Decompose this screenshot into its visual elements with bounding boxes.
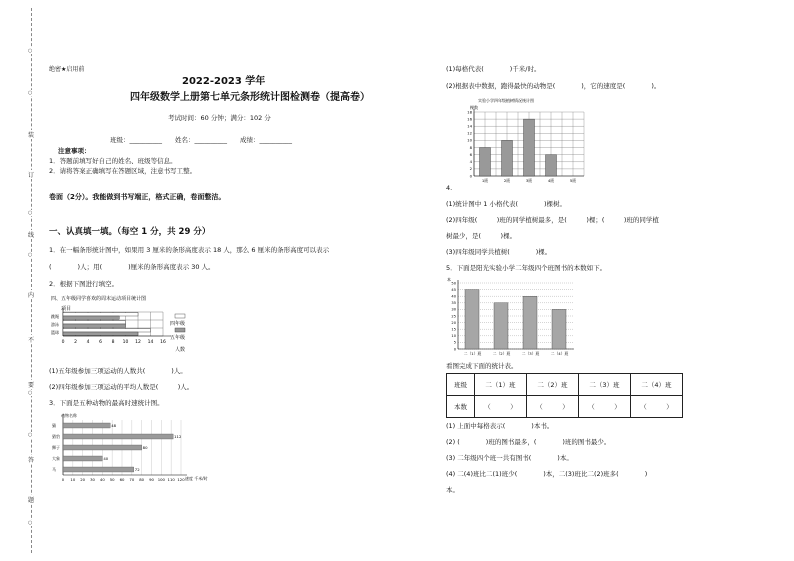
animal-tick-label: 60 [119, 477, 125, 482]
sports-category-label: 游泳 [51, 322, 59, 327]
sports-legend [170, 314, 185, 341]
q5-part2: (2) ( )班的图书最多，( )班的图书最少。 [446, 438, 611, 446]
legend-swatch-grade5 [175, 328, 185, 332]
sports-bar [63, 313, 138, 316]
q1-line-a: 1．在一幅条形统计图中，如果用 3 厘米的条形高度表示 18 人，那么 6 厘米的条形高度可以表示 [49, 246, 330, 254]
tree-category-label: 1班 [481, 178, 489, 183]
binding-char: 不 [24, 335, 38, 344]
q5-part4b: 本。 [446, 486, 459, 494]
animal-tick-label: 40 [99, 477, 105, 482]
tree-bar [480, 148, 491, 176]
q3-part2: (2)根据表中数据，跑得最快的动物是( )，它的速度是( )。 [446, 82, 661, 90]
books-category-label: 二（3）班 [521, 351, 540, 356]
tree-tick-label: 18 [467, 109, 472, 115]
books-category-label: 二（1）班 [463, 351, 482, 356]
answer-cell[interactable]: （ ） [631, 396, 683, 418]
animal-data-label: 48 [111, 423, 117, 429]
sports-category-label: 篮球 [51, 330, 59, 335]
books-tick-label: 50 [451, 281, 456, 286]
sports-x-label: 人数 [175, 347, 186, 353]
table-cell: 二（4）班 [631, 374, 683, 396]
tree-tick-label: 2 [469, 166, 472, 172]
animal-tick-label: 120 [177, 477, 185, 482]
q4-part3: (3)四年级同学共植树( )棵。 [446, 248, 552, 256]
books-bar [465, 290, 479, 349]
books-tick-label: 45 [451, 287, 456, 292]
binding-char: 要 [24, 380, 38, 389]
q5-part3: (3) 二年级四个班一共有图书( )本。 [446, 454, 573, 462]
books-tick-label: 20 [451, 320, 456, 325]
books-tick-label: 40 [451, 294, 456, 299]
animal-tick-label: 50 [109, 477, 115, 482]
binding-strip [0, 0, 44, 561]
books-chart [446, 275, 586, 357]
page-title: 四年级数学上册第七单元条形统计图检测卷（提高卷） [130, 92, 370, 103]
animal-category-label: 马 [52, 467, 56, 473]
sports-bar [63, 316, 119, 319]
q2-text: 2．根据下图进行填空。 [49, 280, 119, 288]
sports-tick-label: 16 [160, 340, 166, 345]
binding-char: 内 [24, 290, 38, 299]
tree-tick-label: 6 [469, 151, 472, 157]
q2-part1: (1)五年级参加三项运动的人数共( )人。 [49, 367, 187, 375]
binding-char: 装 [24, 130, 38, 139]
legend-swatch-grade4 [175, 314, 185, 318]
tree-tick-label: 0 [469, 173, 472, 179]
animal-bar [63, 434, 173, 439]
sports-y-label: 项目 [61, 306, 72, 312]
animal-tick-label: 30 [90, 477, 95, 482]
tree-bar [524, 119, 535, 176]
q5-part4a: (4) 二(4)班比二(1)班少( )本，二(3)班比二(2)班多( ) [446, 470, 648, 478]
table-header-row [447, 374, 683, 396]
answer-cell[interactable]: （ ） [527, 396, 579, 418]
animal-tick-label: 70 [129, 477, 135, 482]
tree-tick-label: 4 [469, 159, 472, 165]
animal-data-label: 72 [134, 467, 140, 473]
legend-label-grade5: 五年级 [170, 335, 186, 341]
q3-text: 3．下面是五种动物的最高时速统计图。 [49, 399, 164, 407]
binding-char: 线 [24, 230, 38, 239]
tree-bar [502, 140, 513, 176]
sports-chart [49, 292, 219, 357]
books-tick-label: 30 [451, 307, 456, 312]
binding-circle: ○ [28, 48, 33, 54]
q1-line-b: ( )人；用( )厘米的条形高度表示 30 人。 [49, 263, 215, 271]
binding-circle: ○ [28, 210, 33, 216]
sports-tick-label: 10 [122, 340, 129, 345]
books-bar [494, 303, 508, 349]
animal-tick-label: 20 [80, 477, 86, 482]
q5-text: 5．下面是阳光实验小学二年级四个班图书的本数如下。 [446, 264, 607, 272]
animal-tick-label: 90 [149, 477, 154, 482]
legend-label-grade4: 四年级 [170, 321, 186, 327]
table-cell: 班级 [447, 374, 475, 396]
tree-bar [546, 155, 557, 176]
sports-tick-label: 8 [111, 340, 115, 345]
sports-bar [63, 321, 126, 324]
sports-tick-label: 14 [147, 340, 154, 345]
q3-part1: (1)每格代表( )千米/时。 [446, 65, 541, 73]
animal-category-label: 猎豹 [52, 434, 60, 440]
animal-tick-label: 100 [157, 477, 165, 482]
books-table [446, 373, 683, 418]
books-bar [523, 296, 537, 349]
binding-char: 订 [24, 170, 38, 179]
q4-part1: (1)统计图中 1 小格代表( )棵树。 [446, 200, 567, 208]
animal-tick-label: 80 [139, 477, 145, 482]
books-tick-label: 0 [453, 347, 456, 352]
q4-part2b: 树最少，是( )棵。 [446, 232, 517, 240]
tree-chart [456, 96, 596, 186]
section-1-heading: 一、认真填一填。（每空 1 分，共 29 分） [49, 227, 211, 237]
books-tick-label: 35 [451, 301, 456, 306]
tree-chart-title: 实验小学四年级植树情况统计图 [478, 98, 534, 103]
books-tick-label: 10 [451, 334, 456, 339]
books-bar [552, 309, 566, 349]
binding-circle: ○ [28, 390, 33, 396]
animal-tick-label: 10 [70, 477, 76, 482]
animal-category-label: 狮子 [52, 445, 60, 451]
tree-category-label: 5班 [569, 178, 577, 183]
tree-tick-label: 14 [467, 123, 472, 129]
tree-y-label: 棵数 [470, 105, 478, 110]
animal-tick-label: 110 [167, 477, 175, 482]
q5-part1: (1) 上面中每格表示( )本书。 [446, 422, 554, 430]
animal-bar [63, 423, 110, 428]
table-cell: 二（2）班 [527, 374, 579, 396]
animal-x-label: 速度 千米/时 [185, 476, 208, 481]
table-cell: 二（3）班 [579, 374, 631, 396]
sports-tick-label: 4 [86, 340, 90, 345]
q2-part2: (2)四年级参加三项运动的平均人数是( )人。 [49, 383, 194, 391]
books-tick-label: 25 [451, 314, 456, 319]
school-year: 2022-2023 学年 [182, 76, 266, 87]
binding-circle: ○ [28, 252, 33, 258]
secret-label: 绝密★启用前 [49, 66, 85, 73]
sports-bar [63, 332, 138, 335]
sports-category-label: 跳绳 [51, 314, 59, 319]
table-row [447, 396, 683, 418]
answer-cell[interactable]: （ ） [475, 396, 527, 418]
binding-char: 答 [24, 455, 38, 464]
exam-info: 考试时间：60 分钟；满分：102 分 [168, 114, 271, 122]
notice-title: 注意事项： [58, 147, 91, 155]
tree-tick-label: 10 [467, 137, 472, 143]
animal-tick-label: 0 [61, 477, 65, 482]
info-fields: 班级：__________ 姓名：__________ 成绩：__________ [110, 136, 292, 144]
animal-data-label: 80 [142, 445, 148, 451]
binding-circle: ○ [28, 432, 33, 438]
notice-1: 1．答题前填写好自己的姓名、班级等信息。 [49, 157, 177, 165]
animal-bar [63, 445, 142, 450]
neatness-note: 卷面（2分）。我能做到书写端正，格式正确，卷面整洁。 [49, 193, 226, 201]
table-cell: 二（1）班 [475, 374, 527, 396]
tree-category-label: 2班 [503, 178, 511, 183]
tree-category-label: 3班 [525, 178, 533, 183]
animal-data-label: 112 [174, 434, 182, 440]
animal-speed-chart [49, 410, 219, 494]
q4-number: 4. [446, 184, 453, 192]
sports-tick-label: 0 [61, 340, 65, 345]
books-y-label: 本 [447, 277, 451, 282]
binding-circle: ○ [28, 520, 33, 526]
animal-y-label: 动物名称 [61, 413, 77, 418]
binding-char: 题 [24, 495, 38, 504]
sports-tick-label: 2 [74, 340, 77, 345]
binding-circle: ○ [28, 90, 33, 96]
tree-tick-label: 8 [469, 144, 472, 150]
animal-category-label: 大象 [52, 456, 60, 462]
books-category-label: 二（4）班 [550, 351, 569, 356]
animal-data-label: 40 [103, 456, 109, 462]
books-tick-label: 5 [453, 340, 456, 345]
sports-bar [63, 324, 126, 327]
sports-tick-label: 12 [135, 340, 141, 345]
tree-tick-label: 12 [467, 130, 472, 136]
animal-bar [63, 467, 134, 472]
tree-category-label: 4班 [547, 178, 555, 183]
sports-chart-title: 四、五年级同学喜欢的周末运动项目统计图 [51, 296, 147, 302]
animal-category-label: 猫 [52, 423, 56, 429]
sports-bar [63, 329, 151, 332]
sports-tick-label: 6 [99, 340, 102, 345]
notice-2: 2．请将答案正确填写在答题区域，注意书写工整。 [49, 167, 197, 175]
tree-tick-label: 16 [467, 116, 472, 122]
animal-bar [63, 456, 102, 461]
books-category-label: 二（2）班 [492, 351, 511, 356]
table-cell: 本数 [447, 396, 475, 418]
q5-fill-instruction: 看图完成下面的统计表。 [446, 362, 518, 370]
answer-cell[interactable]: （ ） [579, 396, 631, 418]
books-tick-label: 15 [451, 327, 456, 332]
q4-part2a: (2)四年级( )班的同学植树最多，是( )棵；( )班的同学植 [446, 216, 659, 224]
